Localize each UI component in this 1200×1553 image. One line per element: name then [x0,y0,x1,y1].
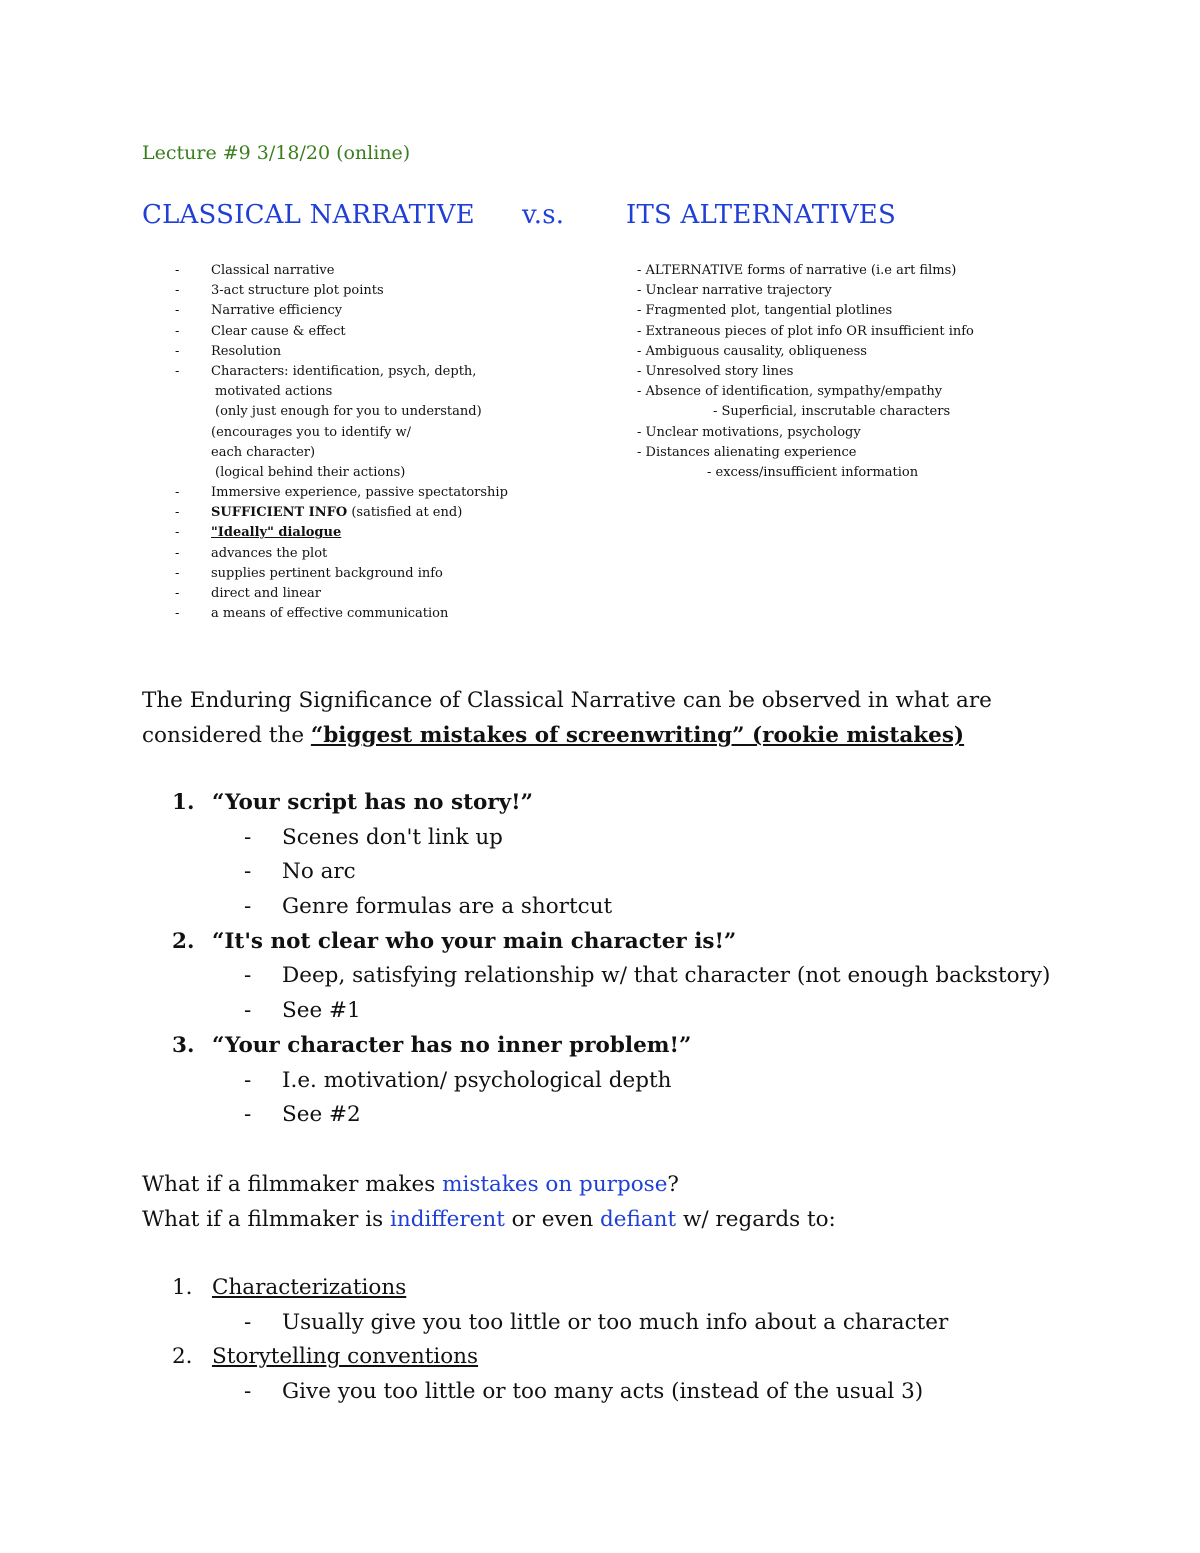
list-item: - ALTERNATIVE forms of narrative (i.e art films) [637,263,957,278]
sub-item: - No arc [244,859,356,885]
numbered-item: 1. Characterizations [172,1275,407,1300]
list-item-continuation: motivated actions [215,384,333,400]
numbered-item: 2. Storytelling conventions [172,1344,479,1370]
numbered-item: 3. “Your character has no inner problem!” [172,1032,692,1058]
sub-item: - Scenes don't link up [244,824,503,850]
sub-item: - Deep, satisfying relationship w/ that character (not enough backstory) [244,963,1051,989]
numbered-item: 1. “Your script has no story!” [172,790,533,815]
title-alternatives: ITS ALTERNATIVES [626,200,896,230]
significance-paragraph [142,683,1102,753]
indifferent-word: indifferent [389,1206,505,1232]
list-item: - Unresolved story lines [637,363,794,379]
list-item: - 3-act structure plot points [175,283,384,299]
question-line: What if a filmmaker is indifferent or even defiant w/ regards to: [142,1206,836,1232]
paragraph-line: considered the “biggest mistakes of screenwriting” (rookie mistakes) [142,723,965,748]
title-classical-narrative: CLASSICAL NARRATIVE [142,200,475,230]
list-item: - Resolution [175,343,282,359]
regards-list [172,1271,1152,1410]
list-item: - Clear cause & effect [175,323,346,339]
defiant-word: defiant [600,1206,677,1232]
list-item: - Ambiguous causality, obliqueness [637,343,867,359]
mistakes-list [172,786,1152,1133]
alternatives-list [637,261,1037,483]
mistakes-on-purpose: mistakes on purpose [442,1172,668,1197]
sub-list-item: - excess/insufficient information [707,464,919,480]
list-item: - Fragmented plot, tangential plotlines [637,303,893,319]
list-item-continuation: each character) [211,444,316,460]
sub-item: - See #1 [244,998,361,1024]
biggest-mistakes-emphasis: “biggest mistakes of screenwriting” (rookie mistakes) [310,723,965,748]
classical-narrative-list [175,261,575,624]
list-item: - Immersive experience, passive spectatorship [175,485,508,501]
list-item: - direct and linear [175,586,321,601]
list-item: - Unclear motivations, psychology [637,424,861,440]
lecture-header: Lecture #9 3/18/20 (online) [142,142,411,164]
list-item: - Absence of identification, sympathy/empathy [637,384,943,400]
numbered-item: 2. “It's not clear who your main character is!” [172,928,737,954]
list-item-continuation: (encourages you to identify w/ [211,424,411,440]
list-item: - Distances alienating experience [637,444,857,460]
sub-item: - Genre formulas are a shortcut [244,894,613,920]
sub-list-item: - Superficial, inscrutable characters [713,404,951,420]
list-item: - SUFFICIENT INFO (satisfied at end) [175,505,463,521]
sub-item: - See #2 [244,1102,361,1128]
list-item: - advances the plot [175,545,328,561]
sub-item: - I.e. motivation/ psychological depth [244,1067,672,1093]
list-item-continuation: (logical behind their actions) [215,464,406,480]
list-item: - a means of effective communication [175,606,449,622]
ideally-dialogue: "Ideally" dialogue [211,525,342,541]
list-item: - Characters: identification, psych, depth, [175,363,477,379]
sufficient-info-bold: SUFFICIENT INFO [211,505,348,521]
questions [142,1168,1102,1237]
sub-item: - Give you too little or too many acts (instead of the usual 3) [244,1379,924,1405]
list-item: - Extraneous pieces of plot info OR insufficient info [637,323,974,339]
sub-item: - Usually give you too little or too much info about a character [244,1309,949,1335]
list-item: - Narrative efficiency [175,303,343,319]
list-item: - Classical narrative [175,263,335,278]
paragraph-line: The Enduring Significance of Classical Narrative can be observed in what are [142,688,992,713]
title-versus: v.s. [522,200,565,230]
list-item: - supplies pertinent background info [175,565,443,581]
list-item: - Unclear narrative trajectory [637,283,832,299]
question-line: What if a filmmaker makes mistakes on purpose? [142,1172,679,1197]
list-item-continuation: (only just enough for you to understand) [215,404,482,420]
list-item: - "Ideally" dialogue [175,525,342,541]
